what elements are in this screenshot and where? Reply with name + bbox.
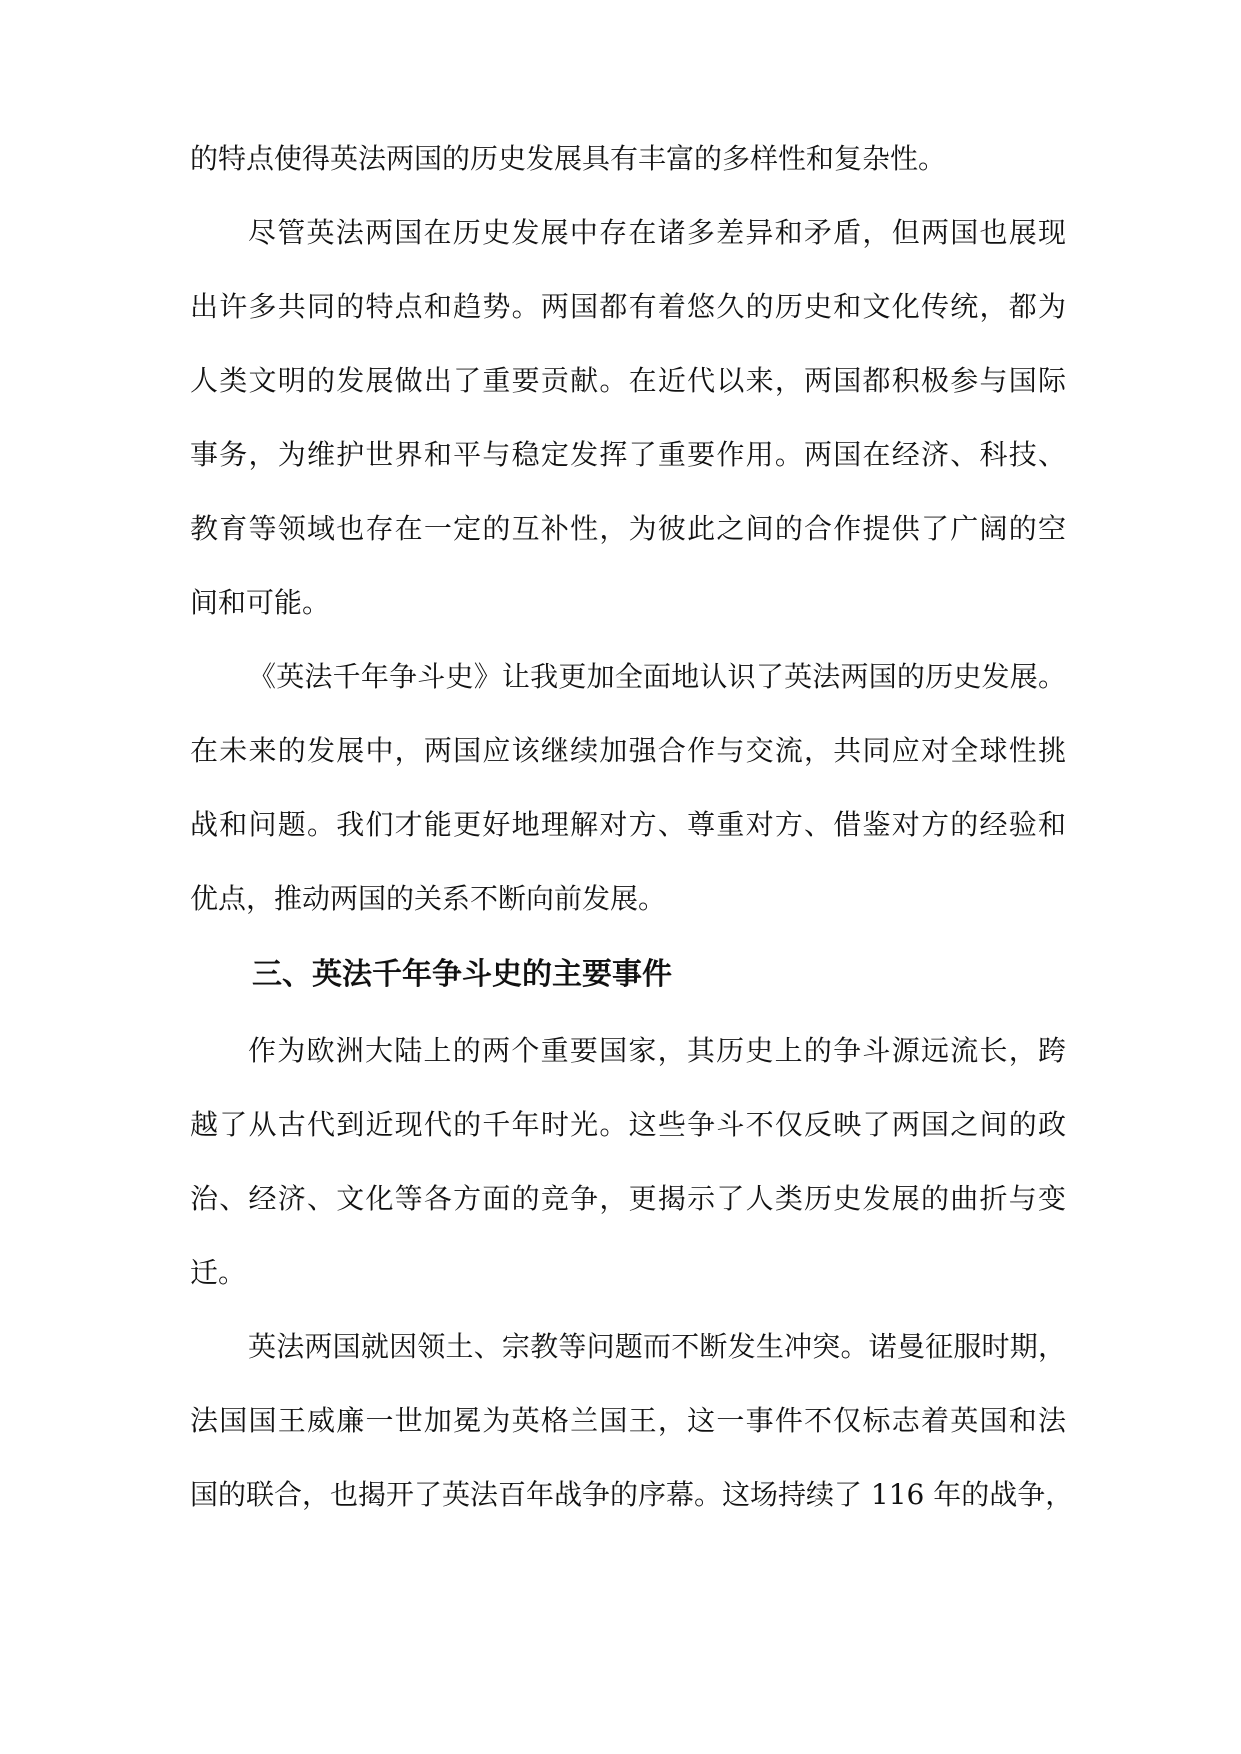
paragraph-line: 事务，为维护世界和平与稳定发挥了重要作用。两国在经济、科技、 — [190, 438, 1066, 471]
paragraph-line: 人类文明的发展做出了重要贡献。在近代以来，两国都积极参与国际 — [190, 364, 1066, 397]
paragraph-line: 法国国王威廉一世加冕为英格兰国王，这一事件不仅标志着英国和法 — [190, 1404, 1066, 1437]
paragraph-line: 越了从古代到近现代的千年时光。这些争斗不仅反映了两国之间的政 — [190, 1108, 1066, 1141]
paragraph-line: 间和可能。 — [190, 586, 331, 619]
paragraph-line: 出许多共同的特点和趋势。两国都有着悠久的历史和文化传统，都为 — [190, 290, 1066, 323]
paragraph-line: 作为欧洲大陆上的两个重要国家，其历史上的争斗源远流长，跨 — [248, 1034, 1066, 1067]
paragraph-line: 国的联合，也揭开了英法百年战争的序幕。这场持续了 116 年的战争， — [190, 1478, 1074, 1511]
paragraph-line: 尽管英法两国在历史发展中存在诸多差异和矛盾，但两国也展现 — [248, 216, 1066, 249]
paragraph-line: 的特点使得英法两国的历史发展具有丰富的多样性和复杂性。 — [190, 142, 947, 175]
paragraph-line: 优点，推动两国的关系不断向前发展。 — [190, 882, 667, 915]
paragraph-line: 在未来的发展中，两国应该继续加强合作与交流，共同应对全球性挑 — [190, 734, 1066, 767]
paragraph-line: 战和问题。我们才能更好地理解对方、尊重对方、借鉴对方的经验和 — [190, 808, 1066, 841]
section-heading: 三、英法千年争斗史的主要事件 — [252, 957, 672, 992]
paragraph-line: 治、经济、文化等各方面的竞争，更揭示了人类历史发展的曲折与变 — [190, 1182, 1066, 1215]
paragraph-line: 教育等领域也存在一定的互补性，为彼此之间的合作提供了广阔的空 — [190, 512, 1066, 545]
document-body — [190, 141, 1074, 1551]
paragraph-line: 英法两国就因领土、宗教等问题而不断发生冲突。诺曼征服时期， — [248, 1330, 1066, 1363]
paragraph-line: 《英法千年争斗史》让我更加全面地认识了英法两国的历史发展。 — [248, 660, 1066, 693]
paragraph-line: 迁。 — [190, 1256, 247, 1289]
